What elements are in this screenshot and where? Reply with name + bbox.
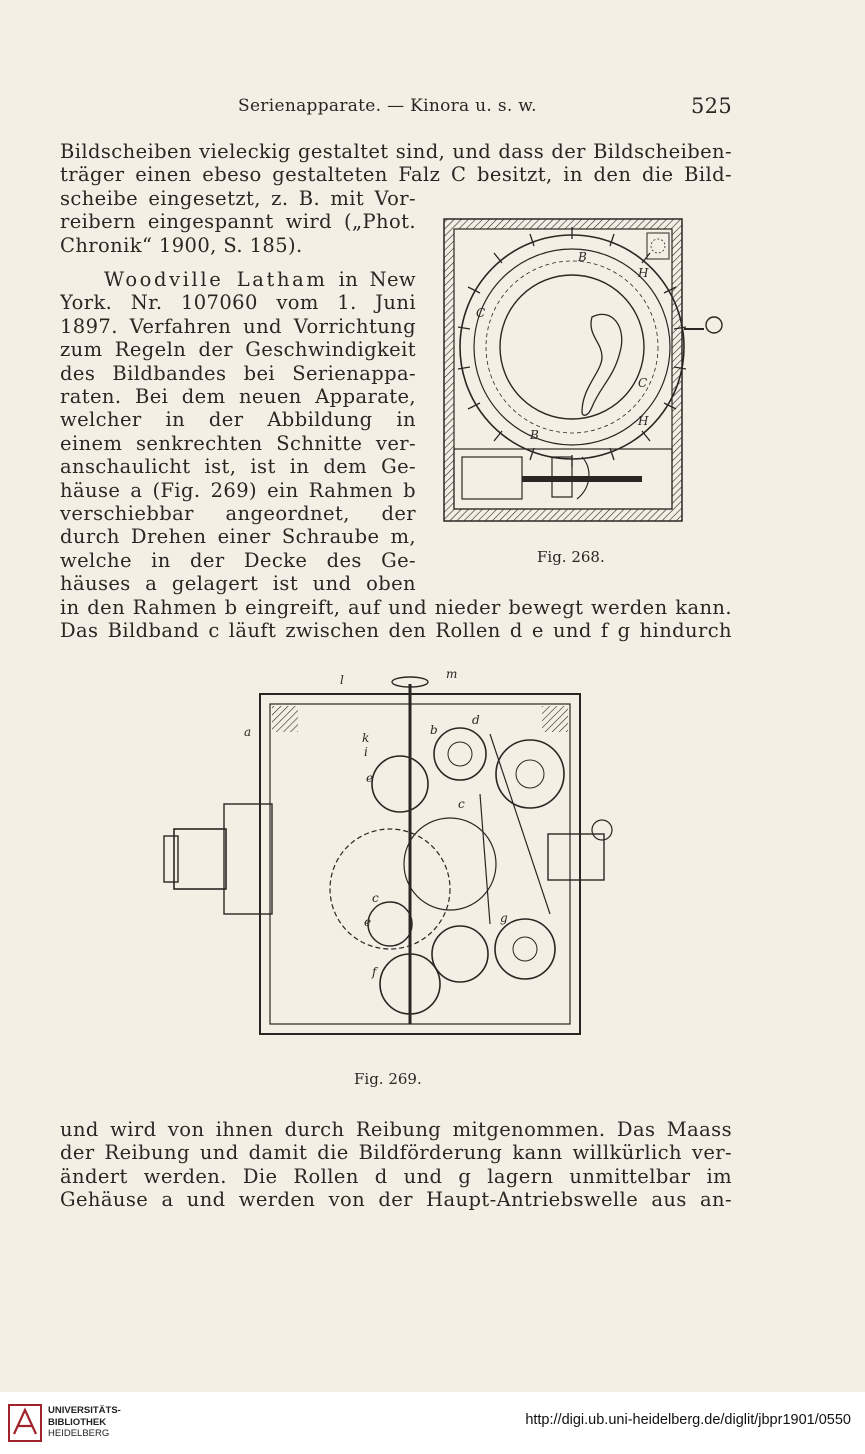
library-line-1: UNIVERSITÄTS- bbox=[48, 1405, 121, 1416]
column-paragraph-end bbox=[60, 187, 416, 257]
roller-e-upper bbox=[372, 756, 428, 812]
text-line-patent-name bbox=[60, 268, 416, 291]
label-c-lower: c bbox=[372, 891, 379, 905]
small-gear bbox=[368, 902, 412, 946]
library-logo-icon bbox=[8, 1404, 42, 1442]
patent-name-rest: in New bbox=[338, 268, 416, 291]
label-c-upper: c bbox=[458, 797, 465, 811]
page-header bbox=[60, 96, 732, 120]
text-line: welche in der Decke des Ge- bbox=[60, 548, 416, 572]
text-line: träger einen ebeso gestalteten Falz C besitzt, in den die Bild- bbox=[60, 163, 732, 187]
text-line: in den Rahmen b eingreift, auf und nieder bewegt werden kann. bbox=[60, 596, 732, 619]
text-line: 1897. Verfahren und Vorrichtung bbox=[60, 314, 416, 338]
label-k: k bbox=[362, 731, 370, 745]
film-reel-lower bbox=[495, 919, 555, 979]
text-line: ändert werden. Die Rollen d und g lagern unmittelbar im bbox=[60, 1164, 732, 1188]
text-line: Das Bildband c läuft zwischen den Rollen d e und f g hindurch bbox=[60, 619, 732, 643]
label-H-top: H bbox=[638, 266, 649, 280]
text-line: einem senkrechten Schnitte ver- bbox=[60, 431, 416, 455]
film-reel-upper-hub bbox=[516, 760, 544, 788]
label-e-lower: e bbox=[364, 915, 372, 929]
top-paragraph bbox=[60, 140, 732, 187]
text-line: und wird von ihnen durch Reibung mitgenommen. Das Maass bbox=[60, 1118, 732, 1141]
drive-wheel-path bbox=[330, 829, 450, 949]
figure-268-caption: Fig. 268. bbox=[537, 548, 605, 566]
label-C-right: C bbox=[638, 376, 648, 390]
label-i: i bbox=[364, 745, 368, 759]
figure-269-caption: Fig. 269. bbox=[354, 1070, 422, 1088]
text-line: welcher in der Abbildung in bbox=[60, 408, 416, 432]
label-C-left: C bbox=[476, 306, 486, 320]
crank-knob bbox=[706, 317, 722, 333]
bottom-paragraph bbox=[60, 1118, 732, 1212]
label-H-bottom: H bbox=[638, 414, 649, 428]
label-f: f bbox=[372, 965, 377, 979]
label-d: d bbox=[472, 713, 480, 727]
text-line: York. Nr. 107060 vom 1. Juni bbox=[60, 291, 416, 315]
casing-inner bbox=[270, 704, 570, 1024]
text-line: der Reibung und damit die Bildförderung kann willkürlich ver- bbox=[60, 1141, 732, 1165]
continuation-lines bbox=[60, 596, 732, 643]
roller-d-hub bbox=[448, 742, 472, 766]
text-line: zum Regeln der Geschwindigkeit bbox=[60, 338, 416, 362]
film-band bbox=[480, 734, 550, 924]
lens-mount bbox=[224, 804, 272, 914]
text-line: häuse a (Fig. 269) ein Rahmen b bbox=[60, 478, 416, 502]
text-line: häuses a gelagert ist und oben bbox=[60, 572, 416, 596]
main-gear bbox=[404, 818, 496, 910]
lens-tube bbox=[174, 829, 226, 889]
library-line-2: BIBLIOTHEK bbox=[48, 1416, 107, 1428]
source-url-link[interactable]: http://digi.ub.uni-heidelberg.de/diglit/jbpr1901/0550 bbox=[525, 1412, 851, 1428]
library-line-3: HEIDELBERG bbox=[48, 1428, 110, 1439]
label-b: b bbox=[430, 723, 438, 737]
label-l: l bbox=[340, 673, 344, 687]
text-line: reibern eingespannt wird („Phot. bbox=[60, 210, 416, 234]
text-line: anschaulicht ist, ist in dem Ge- bbox=[60, 455, 416, 479]
figure-269-drawing bbox=[160, 664, 720, 1050]
patent-paragraph bbox=[60, 268, 416, 595]
corner-block-tr bbox=[542, 706, 568, 732]
text-line: des Bildbandes bei Serienappa- bbox=[60, 361, 416, 385]
roller-d bbox=[434, 728, 486, 780]
page-number: 525 bbox=[691, 94, 732, 118]
text-line: Bildscheiben vieleckig gestaltet sind, und dass der Bildscheiben- bbox=[60, 140, 732, 163]
corner-block-tl bbox=[272, 706, 298, 732]
patent-name: Woodville Latham bbox=[104, 268, 328, 291]
label-B-bottom: B bbox=[530, 428, 539, 442]
library-footer bbox=[0, 1392, 865, 1454]
lens-front bbox=[164, 836, 178, 882]
label-B-top: B bbox=[578, 250, 587, 264]
library-name bbox=[48, 1405, 121, 1440]
film-reel-upper bbox=[496, 740, 564, 808]
label-e-upper: e bbox=[366, 771, 374, 785]
text-line: Gehäuse a und werden von der Haupt-Antriebswelle aus an- bbox=[60, 1188, 732, 1212]
text-line: scheibe eingesetzt, z. B. mit Vor- bbox=[60, 186, 416, 210]
label-m: m bbox=[446, 667, 458, 681]
casing-outer bbox=[260, 694, 580, 1034]
text-line: verschiebbar angeordnet, der bbox=[60, 501, 416, 525]
label-a: a bbox=[244, 725, 252, 739]
text-line: durch Drehen einer Schraube m, bbox=[60, 525, 416, 549]
label-g: g bbox=[500, 911, 508, 925]
figure-268-drawing bbox=[442, 217, 732, 525]
text-line: Chronik“ 1900, S. 185). bbox=[60, 233, 303, 257]
running-title: Serienapparate. — Kinora u. s. w. bbox=[238, 96, 537, 116]
side-knob bbox=[592, 820, 612, 840]
text-line: raten. Bei dem neuen Apparate, bbox=[60, 384, 416, 408]
film-reel-lower-hub bbox=[513, 937, 537, 961]
roller-g bbox=[432, 926, 488, 982]
side-housing bbox=[548, 834, 604, 880]
